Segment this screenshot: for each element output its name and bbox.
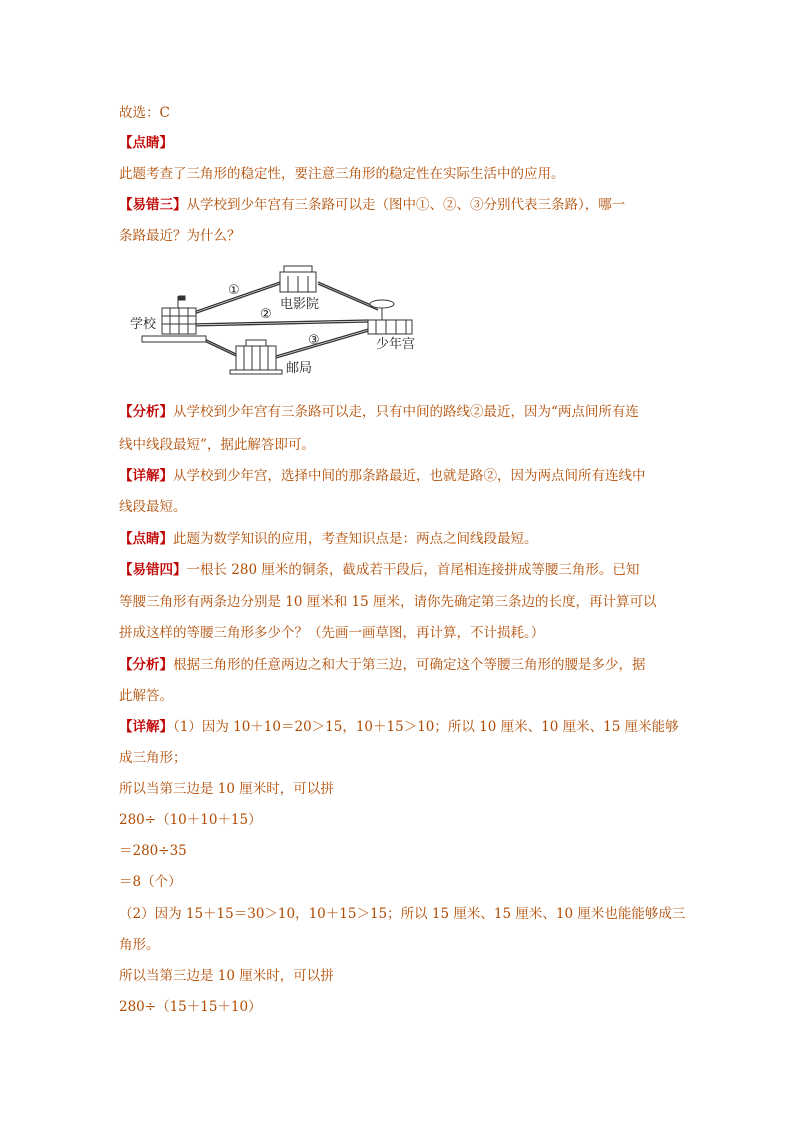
analysis-3-line-2: 线中线段最短”，据此解答即可。	[119, 437, 315, 453]
solution-4-line-9: 所以当第三边是 10 厘米时，可以拼	[119, 968, 334, 984]
solution-4-line-4: 280÷（10＋10＋15）	[119, 812, 262, 828]
cinema-building-icon	[280, 266, 316, 292]
problem-4-line-3: 拼成这样的等腰三角形多少个？（先画一画草图，再计算，不计损耗。）	[119, 625, 545, 641]
comment-heading: 【点睛】	[119, 135, 173, 151]
problem-3-line-2: 条路最近？为什么？	[119, 228, 241, 244]
solution-4-line-6: ＝8（个）	[119, 874, 182, 890]
route-diagram	[128, 262, 428, 382]
solution-4-line-8: 角形。	[119, 937, 160, 953]
comment-3-line: 【点睛】此题为数学知识的应用，考查知识点是：两点之间线段最短。	[119, 531, 538, 547]
route-3-label: ③	[308, 333, 320, 348]
youth-palace-building-icon	[368, 300, 412, 334]
solution-3-line-2: 线段最短。	[119, 499, 187, 515]
solution-4-line-2: 成三角形；	[119, 750, 187, 766]
solution-4-line-5: ＝280÷35	[119, 843, 187, 859]
problem-4-line-2: 等腰三角形有两条边分别是 10 厘米和 15 厘米，请你先确定第三条边的长度，再计算可以	[119, 594, 657, 610]
solution-4-line-1: 【详解】（1）因为 10＋10＝20＞15，10＋15＞10；所以 10 厘米、10 厘米、15 厘米能够	[119, 719, 679, 735]
problem-4-line-1: 【易错四】一根长 280 厘米的铜条，截成若干段后，首尾相连接拼成等腰三角形。已知	[119, 562, 640, 578]
youth-palace-label: 少年宫	[376, 337, 416, 352]
analysis-4-line-1: 【分析】根据三角形的任意两边之和大于第三边，可确定这个等腰三角形的腰是多少，据	[119, 657, 646, 673]
comment-text: 此题考查了三角形的稳定性，要注意三角形的稳定性在实际生活中的应用。	[119, 166, 565, 182]
post-office-label: 邮局	[286, 361, 313, 376]
solution-4-line-3: 所以当第三边是 10 厘米时，可以拼	[119, 781, 334, 797]
cinema-label: 电影院	[280, 297, 320, 312]
problem-3-line-1: 【易错三】从学校到少年宫有三条路可以走（图中①、②、③分别代表三条路），哪一	[119, 197, 626, 213]
post-office-building-icon	[230, 340, 282, 374]
analysis-4-line-2: 此解答。	[119, 688, 173, 704]
solution-3-line-1: 【详解】从学校到少年宫，选择中间的那条路最近，也就是路②，因为两点间所有连线中	[119, 468, 646, 484]
solution-4-line-10: 280÷（15＋15＋10）	[119, 999, 262, 1015]
route-1-label: ①	[228, 283, 240, 298]
answer-choice: 故选：C	[119, 105, 170, 121]
school-label: 学校	[130, 317, 157, 332]
route-2-label: ②	[260, 307, 272, 322]
analysis-3-line-1: 【分析】从学校到少年宫有三条路可以走，只有中间的路线②最近，因为“两点间所有连	[119, 404, 639, 420]
solution-4-line-7: （2）因为 15＋15＝30＞10，10＋15＞15；所以 15 厘米、15 厘米、10 厘米也能能够成三	[119, 906, 686, 922]
